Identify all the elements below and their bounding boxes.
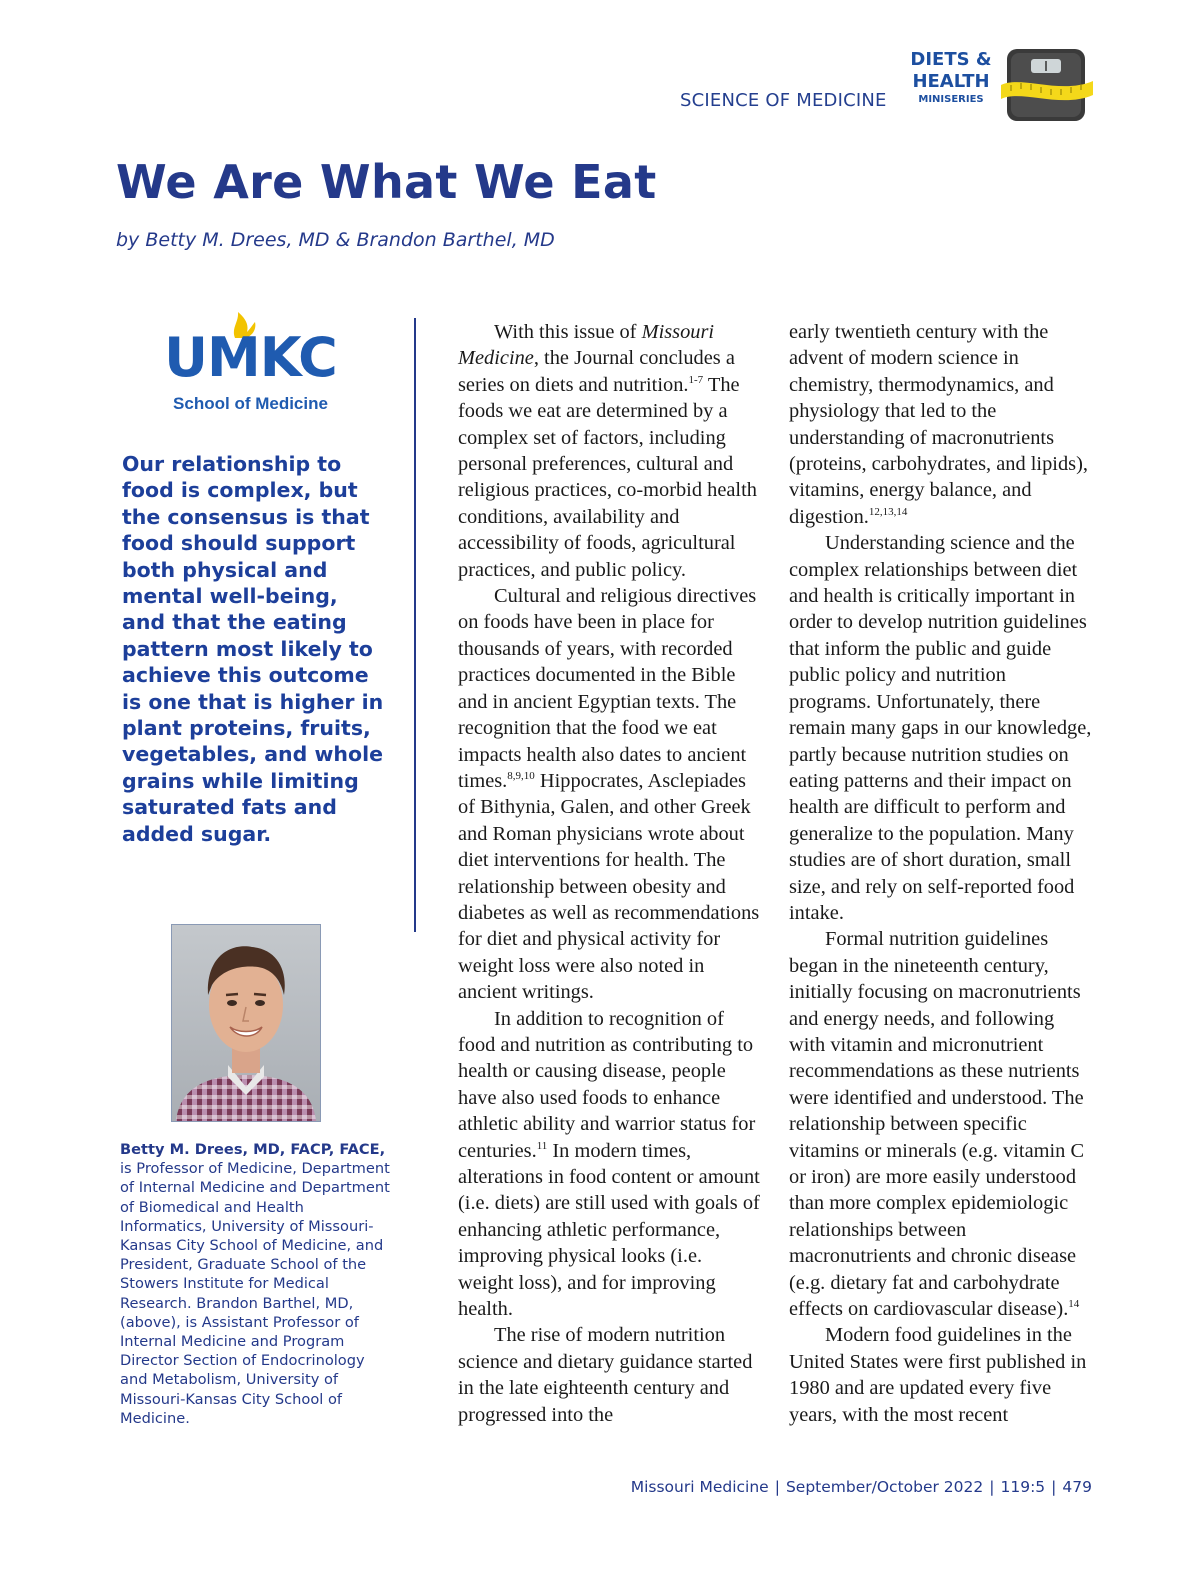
footer-separator: | [1051, 1478, 1057, 1496]
bathroom-scale-icon [1001, 45, 1093, 125]
text-run: In modern times, alterations in food content or amount (i.e. diets) are still used with goals of enhancing athletic performance, improving physical looks (i.e. weight loss), and for improving health. [458, 1139, 760, 1321]
reference-superscript: 8,9,10 [507, 770, 535, 783]
body-paragraph-5: Understanding science and the complex relationships between diet and health is critically important in order to develop nutrition guidelines that inform the public and guide public policy and nutrition programs. Unfortunately, there remain many gaps in our knowledge, partly because nutrition studies on eating patterns and their impact on health are difficult to perform and generalize to the population. Many studies are of short duration, small size, and rely on self-reported food intake. [789, 532, 1092, 924]
page-footer [631, 1478, 1092, 1496]
column-divider [414, 318, 416, 932]
umkc-logo-word: UMKC [164, 326, 337, 389]
text-run: Hippocrates, Asclepiades of Bithynia, Galen, and other Greek and Roman physicians wrote about diet interventions for health. The relationship between obesity and diabetes as well as recommendations for diet and physical activity for weight loss were also noted in ancient writings. [458, 769, 760, 1004]
text-run: early twentieth century with the advent of modern science in chemistry, thermodynamics, and physiology that led to the understanding of macronutrients (proteins, carbohydrates, and lipids), vitamins, energy balance, and digestion. [789, 321, 1088, 528]
footer-issue-date: September/October 2022 [785, 1478, 984, 1496]
author-bio [120, 1140, 395, 1428]
author-portrait-illustration [172, 925, 320, 1121]
footer-journal: Missouri Medicine [630, 1478, 769, 1496]
pull-quote: Our relationship to food is complex, but the consensus is that food should support both physical and mental well-being, and that the eating pattern most likely to achieve this outcome is one that is higher in plant proteins, fruits, vegetables, and whole grains while limiting saturated fats and added sugar. [122, 452, 384, 846]
footer-separator: | [989, 1478, 995, 1496]
author-photo [171, 924, 321, 1122]
umkc-logo [163, 310, 338, 420]
reference-superscript: 11 [536, 1139, 548, 1152]
badge-line-2: HEALTH [912, 71, 990, 92]
text-run: , the Journal concludes a series on diets and nutrition. [458, 347, 735, 396]
article-title: We Are What We Eat [116, 155, 657, 209]
footer-volume: 119:5 [1000, 1478, 1046, 1496]
journal-name: Missouri Medicine [458, 321, 715, 370]
body-column-middle [458, 319, 762, 1428]
umkc-logo-subtitle: School of Medicine [173, 394, 328, 413]
reference-superscript: 1-7 [688, 374, 704, 387]
text-run: Cultural and religious directives on foods have been in place for thousands of years, with recorded practices documented in the Bible and in ancient Egyptian texts. The recognition that the food we eat impacts health also dates to ancient times. [458, 585, 757, 792]
section-label: SCIENCE OF MEDICINE [680, 90, 887, 111]
text-run: In addition to recognition of food and nutrition as contributing to health or causing disease, people have also used foods to enhance athletic ability and warrior status for centuries. [458, 1007, 756, 1162]
byline: by Betty M. Drees, MD & Brandon Barthel, MD [116, 229, 555, 251]
badge-line-3: MINISERIES [918, 94, 984, 105]
badge-line-1: DIETS & [910, 49, 992, 70]
badge-text [905, 49, 997, 107]
body-paragraph-2 [458, 583, 762, 1006]
author-bio-name: Betty M. Drees, MD, FACP, FACE, [120, 1141, 386, 1158]
reference-superscript: 14 [1068, 1298, 1080, 1311]
miniseries-badge [905, 45, 1095, 125]
reference-superscript: 12,13,14 [868, 506, 908, 519]
body-paragraph-3 [458, 1006, 762, 1323]
footer-page-number: 479 [1062, 1478, 1092, 1496]
footer-separator: | [774, 1478, 780, 1496]
body-column-right [789, 319, 1093, 1428]
body-paragraph-4-continued [789, 319, 1093, 530]
body-paragraph-6 [789, 926, 1093, 1322]
body-paragraph-7-start: Modern food guidelines in the United States were first published in 1980 and are updated every five years, with the most recent [789, 1324, 1087, 1426]
text-run: With this issue of [494, 321, 642, 343]
body-paragraph-1 [458, 319, 762, 583]
text-run: Formal nutrition guidelines began in the nineteenth century, initially focusing on macronutrients and energy needs, and following with vitamin and micronutrient recommendations as these nutrients were identified and understood. The relationship between specific vitamins or minerals (e.g. vitamin C or iron) are more easily understood than more complex epidemiologic relationships between macronutrients and chronic disease (e.g. dietary fat and carbohydrate effects on cardiovascular disease). [789, 928, 1085, 1321]
text-run: The foods we eat are determined by a complex set of factors, including personal preferences, cultural and religious practices, co-morbid health conditions, availability and accessibility of foods, agricultural practices, and public policy. [458, 373, 757, 581]
body-paragraph-4-start: The rise of modern nutrition science and dietary guidance started in the late eighteenth century and progressed into the [458, 1324, 753, 1426]
author-bio-text: is Professor of Medicine, Department of Internal Medicine and Department of Biomedical and Health Informatics, University of Missouri-Kansas City School of Medicine, and President, Graduate School of the Stowers Institute for Medical Research. Brandon Barthel, MD, (above), is Assistant Professor of Internal Medicine and Program Director Section of Endocrinology and Metabolism, University of Missouri-Kansas City School of Medicine. [120, 1160, 390, 1427]
